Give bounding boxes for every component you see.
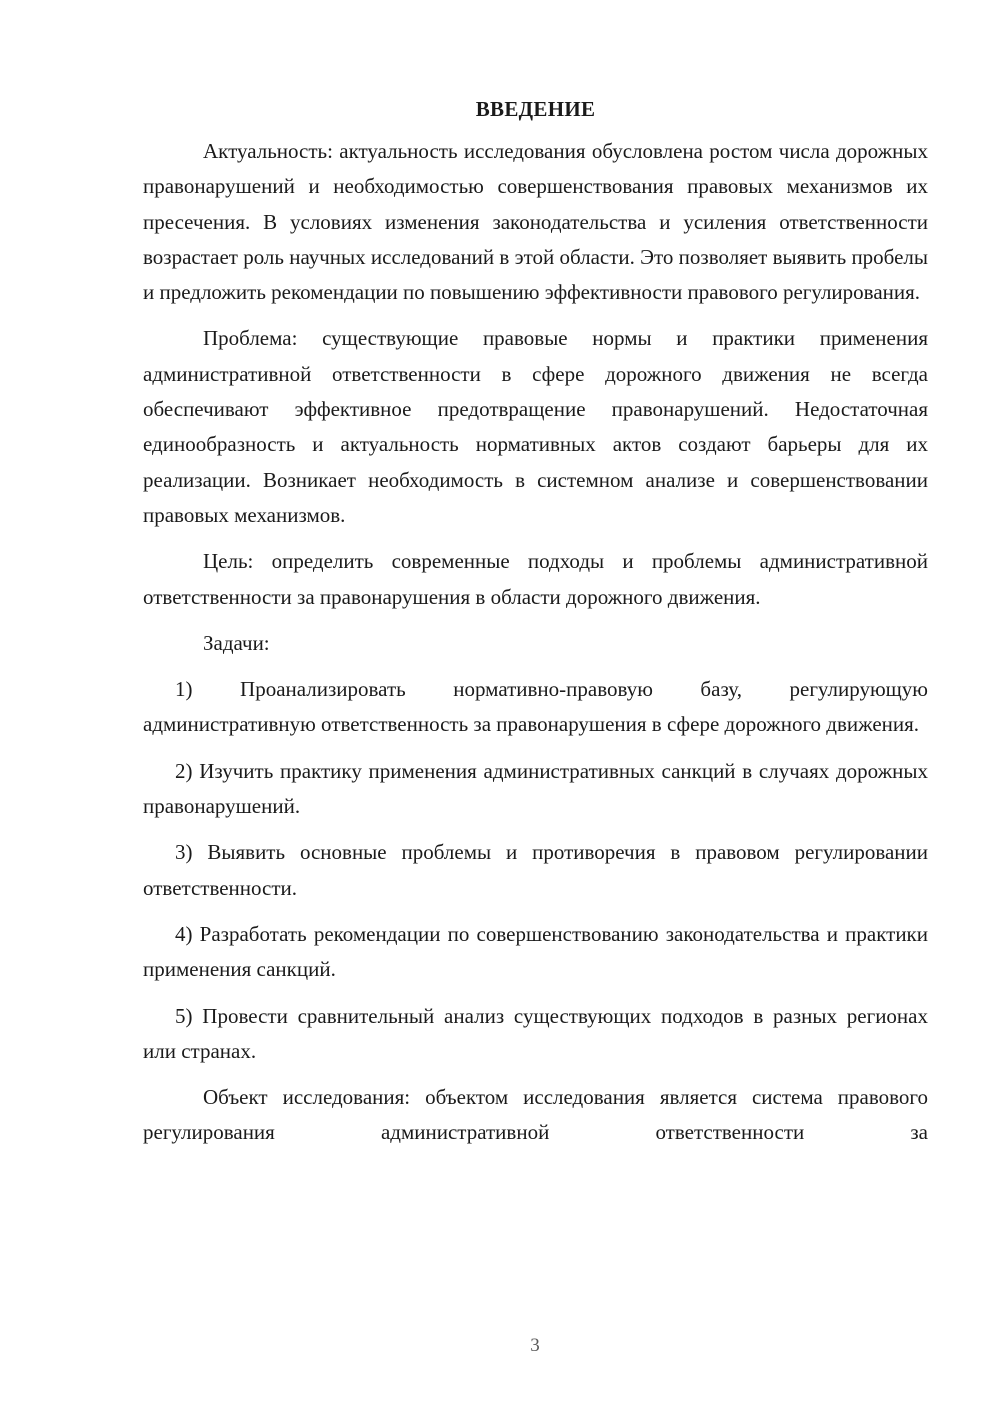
task-item-5: 5) Провести сравнительный анализ существующих подходов в разных регионах или странах. xyxy=(143,1003,928,1063)
problem-paragraph: Проблема: существующие правовые нормы и практики применения административной ответственности в сфере дорожного движения не всегда обеспечивают эффективное предотвращение правонарушений. Недостаточная единообразность и актуальность нормативных актов создают барьеры для их реализации. Возникает необходимость в системном анализе и совершенствовании правовых механизмов. xyxy=(143,326,928,527)
object-paragraph: Объект исследования: объектом исследования является система правового регулирования административной ответственности за xyxy=(143,1085,928,1145)
page-number: 3 xyxy=(530,1335,540,1356)
section-heading: ВВЕДЕНИЕ xyxy=(475,97,596,121)
relevance-paragraph: Актуальность: актуальность исследования обусловлена ростом числа дорожных правонарушений и необходимостью совершенствования правовых механизмов их пресечения. В условиях изменения законодательства и усиления ответственности возрастает роль научных исследований в этой области. Это позволяет выявить пробелы и предложить рекомендации по повышению эффективности правового регулирования. xyxy=(143,139,928,305)
task-item-3: 3) Выявить основные проблемы и противоречия в правовом регулировании ответственности. xyxy=(143,840,928,900)
task-item-4: 4) Разработать рекомендации по совершенствованию законодательства и практики применения санкций. xyxy=(143,921,928,982)
tasks-heading: Задачи: xyxy=(203,630,270,655)
page-body xyxy=(143,92,928,1151)
task-item-1: 1) Проанализировать нормативно-правовую базу, регулирующую административную ответственность за правонарушения в сфере дорожного движения. xyxy=(143,677,928,737)
task-item-2: 2) Изучить практику применения административных санкций в случаях дорожных правонарушений. xyxy=(143,758,928,819)
goal-paragraph: Цель: определить современные подходы и проблемы административной ответственности за правонарушения в области дорожного движения. xyxy=(143,549,928,609)
